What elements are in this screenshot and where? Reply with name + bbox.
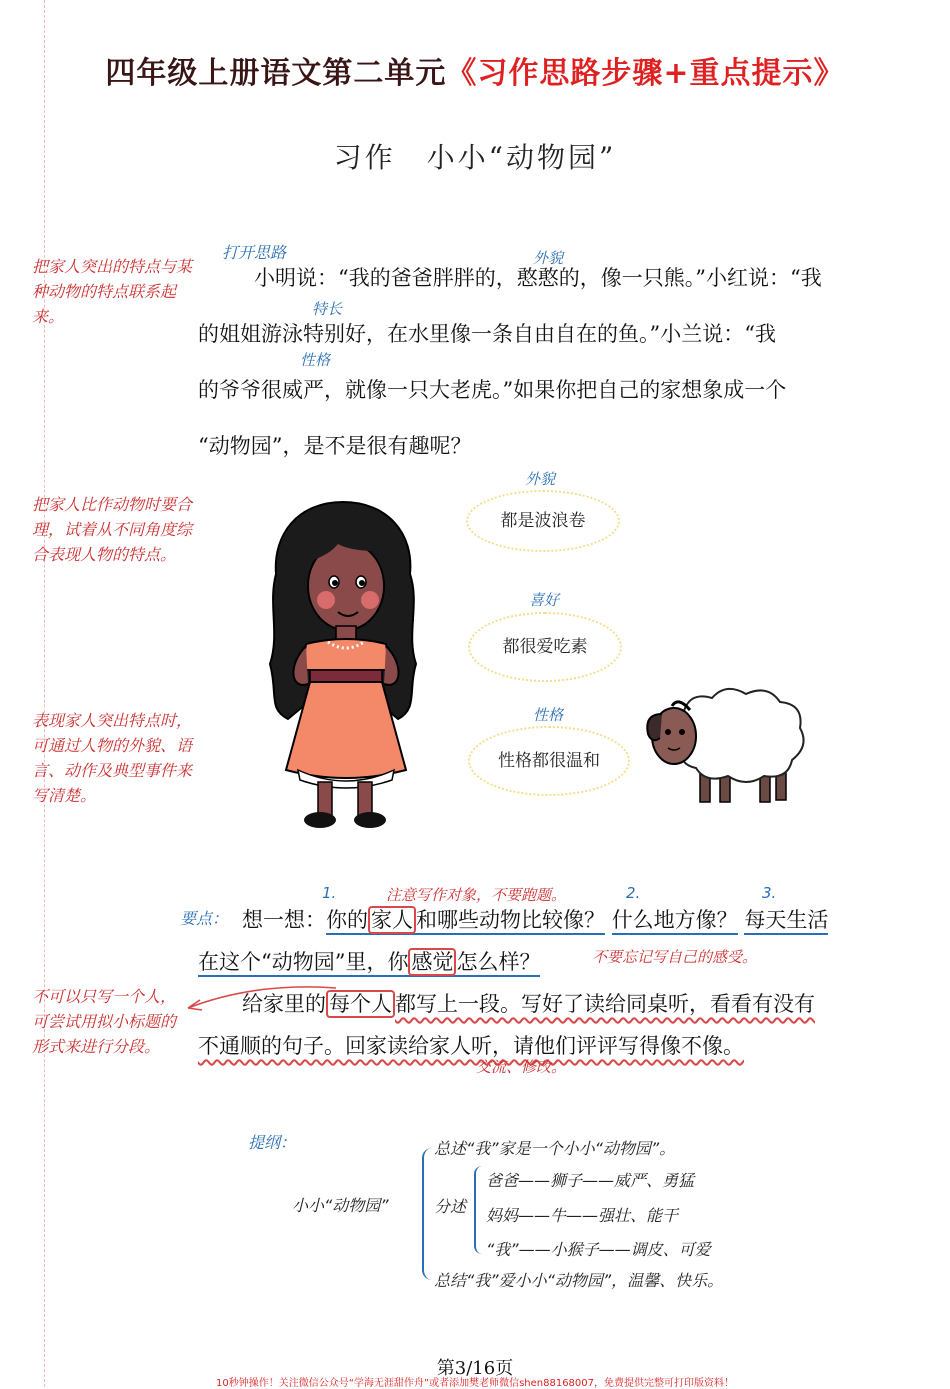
annotation-appearance: 外貌 <box>533 249 564 267</box>
annotation-revise: 交流、修改。 <box>476 1058 567 1076</box>
each-person-keyword: 每个人 <box>326 990 395 1018</box>
page-number: 第3/16页 <box>436 1358 514 1379</box>
footer-notice: 10秒钟操作！关注微信公众号“学海无涯甜作舟”或者添加樊老师微信shen88168007，免费提供完整可打印版资料！ <box>215 1378 735 1389</box>
page-title <box>0 48 950 92</box>
intro-line-1: 小明说：“我的爸爸胖胖的，憨憨的，像一只熊。”小红说：“我 <box>254 266 822 290</box>
outline-detail-2: 妈妈——牛——强壮、能干 <box>486 1206 679 1225</box>
outline-label: 提纲： <box>248 1133 297 1152</box>
bubble-appearance: 都是波浪卷 <box>466 490 620 552</box>
question-1-end: 和哪些动物比较像？ <box>416 908 605 932</box>
outline-sub-brace <box>474 1166 482 1254</box>
annotation-number-3: 3. <box>762 884 777 902</box>
bubble-label-personality: 性格 <box>532 706 563 724</box>
arrow-icon <box>176 978 346 1018</box>
question-1 <box>326 908 605 935</box>
title-main: 四年级上册语文第二单元 <box>105 56 447 91</box>
outline-brace <box>422 1148 432 1280</box>
annotation-number-2: 2. <box>626 884 641 902</box>
outline-conclusion-text: “我”爱小小“动物园”，温馨、快乐。 <box>466 1271 724 1290</box>
outline-summary <box>434 1136 675 1159</box>
question-2: 什么地方像？ <box>612 908 738 935</box>
annotation-open-mind: 打开思路 <box>222 243 287 262</box>
annotation-personality: 性格 <box>300 351 331 369</box>
bubble-personality: 性格都很温和 <box>468 726 630 796</box>
question-3-text: 在这个“动物园”里，你 <box>198 950 409 974</box>
subtitle: 习作 小小“动物园” <box>333 141 617 174</box>
side-note-3: 表现家人突出特点时，可通过人物的外貌、语言、动作及典型事件来写清楚。 <box>32 711 193 805</box>
outline-detail-1: 爸爸——狮子——威严、勇猛 <box>486 1171 695 1190</box>
bubble-label-hobby: 喜好 <box>528 591 559 609</box>
intro-line-4: “动物园”，是不是很有趣呢？ <box>198 434 472 458</box>
intro-line-2: 的姐姐游泳特别好，在水里像一条自由自在的鱼。”小兰说：“我 <box>198 322 776 346</box>
task-line-2 <box>198 946 540 976</box>
intro-line-3: 的爷爷很威严，就像一只大老虎。”如果你把自己的家想象成一个 <box>198 378 787 402</box>
task-text-start: 给家里的 <box>242 992 326 1016</box>
bubble-hobby: 都很爱吃素 <box>468 612 622 682</box>
title-highlight: 《习作思路步骤+重点提示》 <box>446 56 845 91</box>
feeling-keyword: 感觉 <box>408 948 456 976</box>
side-note-1: 把家人突出的特点与某种动物的特点联系起来。 <box>32 257 193 326</box>
annotation-key-points: 要点： <box>180 909 229 928</box>
question-1-start: 你的 <box>326 908 368 932</box>
margin-line <box>44 0 45 1387</box>
girl-illustration <box>258 494 428 834</box>
question-3-tail: 怎么样？ <box>456 950 541 974</box>
outline-summary-text: “我”家是一个小小“动物园”。 <box>466 1139 676 1158</box>
family-keyword: 家人 <box>368 906 416 934</box>
task-text-wavy: 都写上一段。写好了读给同桌听，看看有没有 <box>395 992 815 1016</box>
intro-paragraph <box>198 262 864 462</box>
outline-center: 小小“动物园” <box>292 1196 389 1215</box>
think-label: 想一想： <box>242 908 326 932</box>
outline-summary-label: 总述 <box>434 1139 467 1158</box>
bubble-label-appearance: 外貌 <box>524 470 555 488</box>
annotation-specialty: 特长 <box>312 300 343 318</box>
outline-conclusion <box>434 1268 723 1291</box>
side-note-2: 把家人比作动物时要合理，试着从不同角度综合表现人物的特点。 <box>32 495 193 564</box>
annotation-feeling: 不要忘记写自己的感受。 <box>592 948 758 966</box>
question-3-end <box>198 950 540 977</box>
outline-conclusion-label: 总结 <box>434 1271 467 1290</box>
question-3-start: 每天生活 <box>744 908 828 935</box>
sheep-illustration <box>642 680 812 810</box>
task-line-4: 不通顺的句子。回家读给家人听，请他们评评写得像不像。 <box>198 1034 744 1058</box>
side-note-4: 不可以只写一个人，可尝试用拟小标题的形式来进行分段。 <box>32 987 177 1056</box>
outline-detail-3: “我”——小猴子——调皮、可爱 <box>486 1240 711 1259</box>
outline-detail-label: 分述 <box>434 1197 467 1216</box>
annotation-focus-object: 注意写作对象，不要跑题。 <box>386 886 567 904</box>
annotation-number-1: 1. <box>322 884 337 902</box>
task-line-1 <box>242 904 828 934</box>
